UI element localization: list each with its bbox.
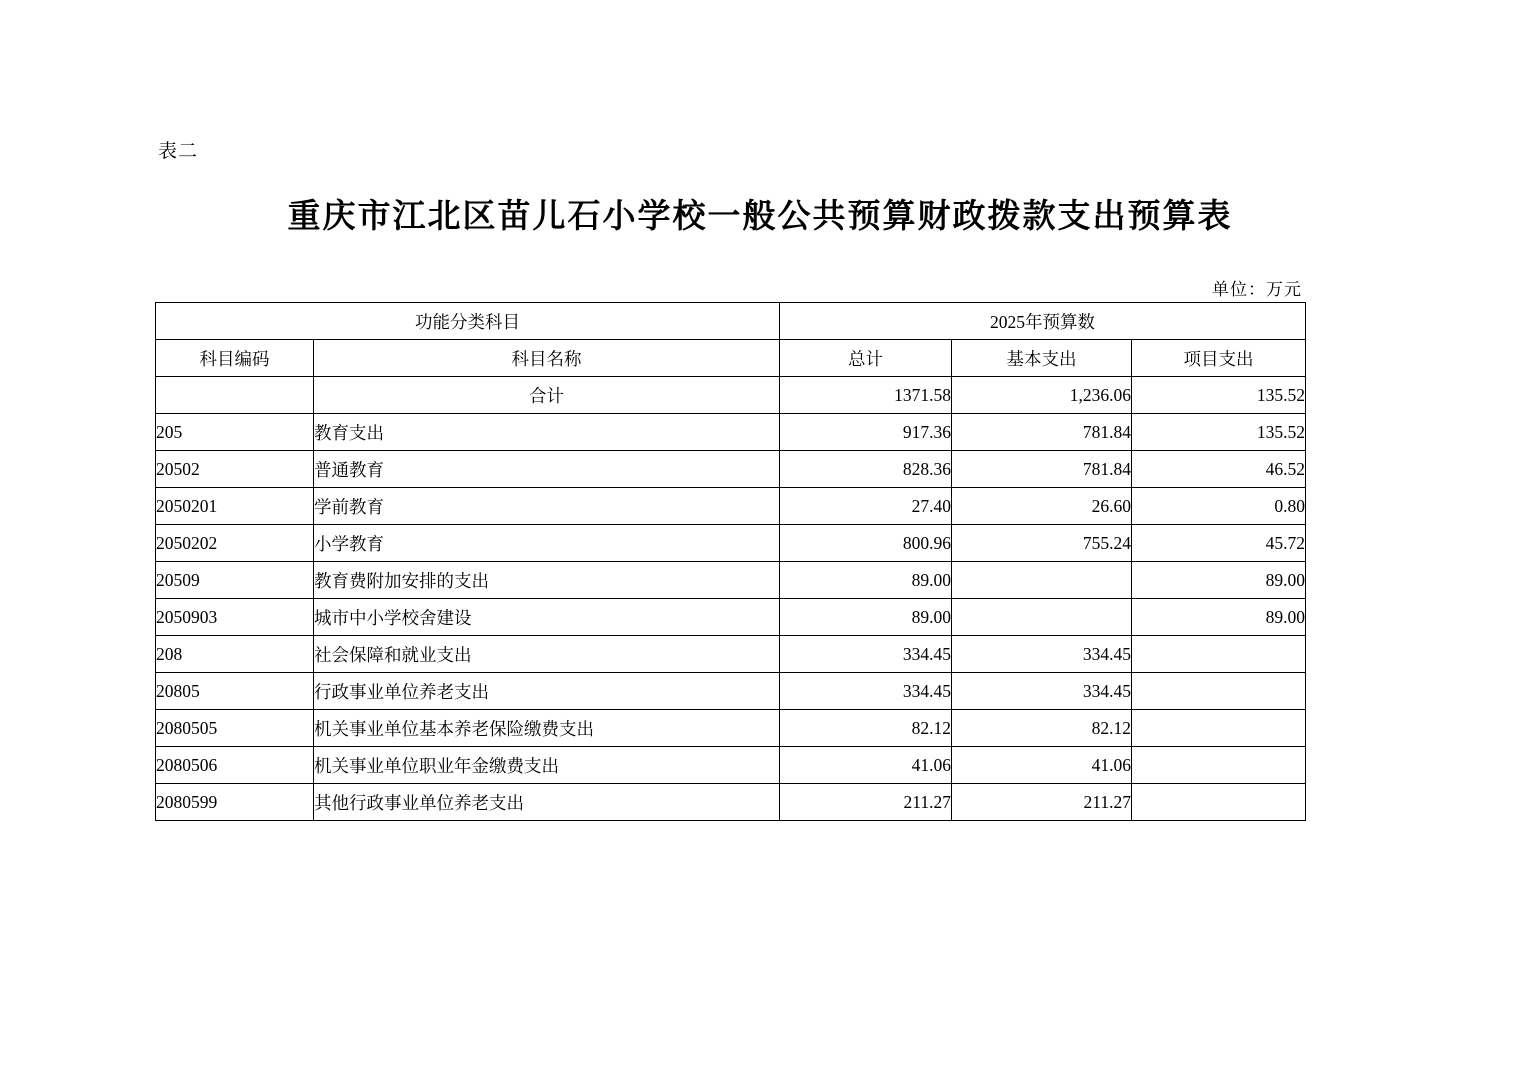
table-group-header-row bbox=[156, 303, 1306, 340]
cell-code: 20805 bbox=[156, 673, 314, 710]
cell-name: 教育费附加安排的支出 bbox=[314, 562, 780, 599]
cell-name: 教育支出 bbox=[314, 414, 780, 451]
cell-name: 机关事业单位基本养老保险缴费支出 bbox=[314, 710, 780, 747]
cell-code bbox=[156, 377, 314, 414]
cell-project bbox=[1132, 673, 1306, 710]
table-row bbox=[156, 784, 1306, 821]
cell-total: 1371.58 bbox=[780, 377, 952, 414]
cell-name: 学前教育 bbox=[314, 488, 780, 525]
cell-name: 合计 bbox=[314, 377, 780, 414]
table-row bbox=[156, 636, 1306, 673]
cell-name: 普通教育 bbox=[314, 451, 780, 488]
column-header-code: 科目编码 bbox=[156, 340, 314, 377]
cell-name: 行政事业单位养老支出 bbox=[314, 673, 780, 710]
cell-total: 917.36 bbox=[780, 414, 952, 451]
cell-name: 其他行政事业单位养老支出 bbox=[314, 784, 780, 821]
column-header-basic: 基本支出 bbox=[952, 340, 1132, 377]
group-header-right: 2025年预算数 bbox=[780, 303, 1306, 340]
cell-project: 135.52 bbox=[1132, 377, 1306, 414]
unit-note: 单位：万元 bbox=[1212, 280, 1302, 299]
cell-project: 135.52 bbox=[1132, 414, 1306, 451]
table-row bbox=[156, 599, 1306, 636]
cell-total: 828.36 bbox=[780, 451, 952, 488]
cell-code: 20509 bbox=[156, 562, 314, 599]
cell-total: 82.12 bbox=[780, 710, 952, 747]
cell-project bbox=[1132, 636, 1306, 673]
cell-basic: 781.84 bbox=[952, 451, 1132, 488]
cell-project bbox=[1132, 710, 1306, 747]
cell-basic: 334.45 bbox=[952, 673, 1132, 710]
cell-basic: 1,236.06 bbox=[952, 377, 1132, 414]
cell-project bbox=[1132, 784, 1306, 821]
cell-basic: 755.24 bbox=[952, 525, 1132, 562]
cell-basic: 26.60 bbox=[952, 488, 1132, 525]
cell-code: 2080505 bbox=[156, 710, 314, 747]
cell-total: 89.00 bbox=[780, 562, 952, 599]
cell-total: 334.45 bbox=[780, 636, 952, 673]
cell-code: 208 bbox=[156, 636, 314, 673]
column-header-name: 科目名称 bbox=[314, 340, 780, 377]
cell-basic: 41.06 bbox=[952, 747, 1132, 784]
cell-total: 334.45 bbox=[780, 673, 952, 710]
cell-project bbox=[1132, 747, 1306, 784]
table-row bbox=[156, 562, 1306, 599]
cell-basic: 781.84 bbox=[952, 414, 1132, 451]
table-row bbox=[156, 377, 1306, 414]
cell-total: 211.27 bbox=[780, 784, 952, 821]
table-row bbox=[156, 673, 1306, 710]
cell-basic bbox=[952, 562, 1132, 599]
cell-total: 89.00 bbox=[780, 599, 952, 636]
cell-code: 2050201 bbox=[156, 488, 314, 525]
cell-name: 社会保障和就业支出 bbox=[314, 636, 780, 673]
table-row bbox=[156, 488, 1306, 525]
cell-name: 小学教育 bbox=[314, 525, 780, 562]
table-row bbox=[156, 747, 1306, 784]
cell-code: 20502 bbox=[156, 451, 314, 488]
column-header-project: 项目支出 bbox=[1132, 340, 1306, 377]
table-tag-label: 表二 bbox=[158, 141, 199, 162]
page-title: 重庆市江北区苗儿石小学校一般公共预算财政拨款支出预算表 bbox=[287, 199, 1233, 235]
table-column-header-row bbox=[156, 340, 1306, 377]
table-row bbox=[156, 525, 1306, 562]
budget-table bbox=[155, 302, 1306, 821]
cell-code: 2080599 bbox=[156, 784, 314, 821]
cell-code: 205 bbox=[156, 414, 314, 451]
cell-basic: 82.12 bbox=[952, 710, 1132, 747]
cell-name: 城市中小学校舍建设 bbox=[314, 599, 780, 636]
cell-total: 800.96 bbox=[780, 525, 952, 562]
cell-project: 45.72 bbox=[1132, 525, 1306, 562]
cell-basic: 211.27 bbox=[952, 784, 1132, 821]
cell-project: 0.80 bbox=[1132, 488, 1306, 525]
table-row bbox=[156, 414, 1306, 451]
cell-basic: 334.45 bbox=[952, 636, 1132, 673]
cell-total: 27.40 bbox=[780, 488, 952, 525]
cell-code: 2050202 bbox=[156, 525, 314, 562]
cell-code: 2080506 bbox=[156, 747, 314, 784]
column-header-total: 总计 bbox=[780, 340, 952, 377]
cell-name: 机关事业单位职业年金缴费支出 bbox=[314, 747, 780, 784]
table-row bbox=[156, 451, 1306, 488]
cell-basic bbox=[952, 599, 1132, 636]
cell-total: 41.06 bbox=[780, 747, 952, 784]
cell-project: 89.00 bbox=[1132, 599, 1306, 636]
cell-project: 46.52 bbox=[1132, 451, 1306, 488]
cell-code: 2050903 bbox=[156, 599, 314, 636]
group-header-left: 功能分类科目 bbox=[156, 303, 780, 340]
table-row bbox=[156, 710, 1306, 747]
cell-project: 89.00 bbox=[1132, 562, 1306, 599]
